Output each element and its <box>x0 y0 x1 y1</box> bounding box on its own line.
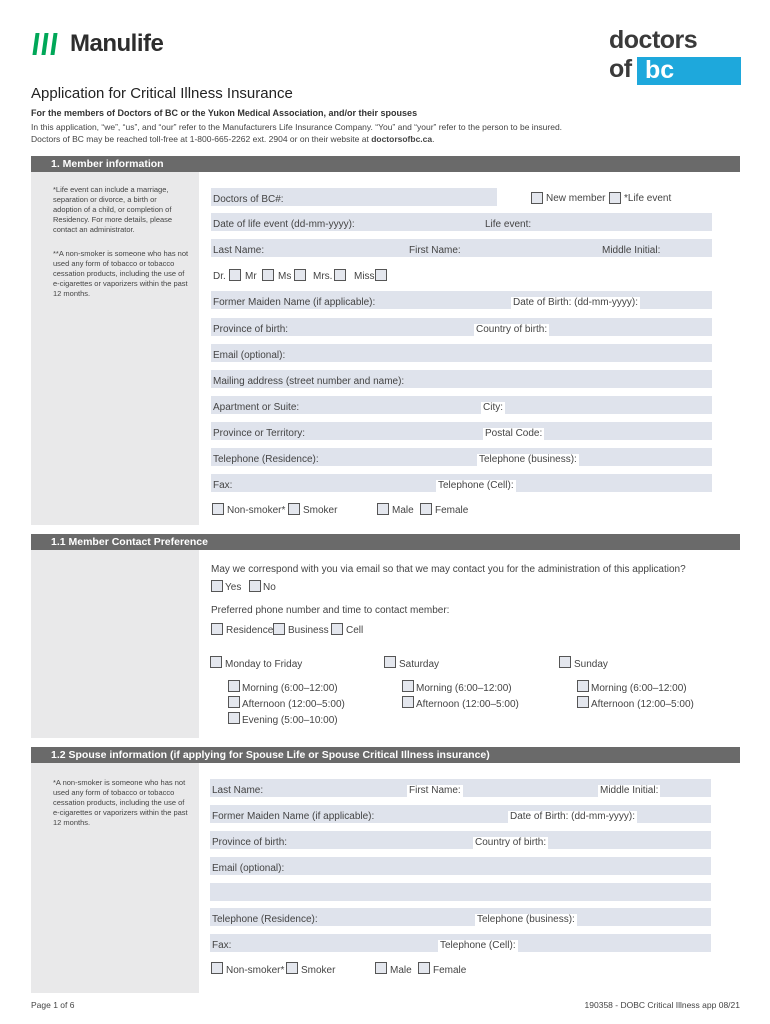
page-subtitle: For the members of Doctors of BC or the Yukon Medical Association, and/or their spouses <box>31 108 418 118</box>
intro-line2 <box>31 134 435 144</box>
title-dr-checkbox[interactable] <box>229 269 241 281</box>
section11-header <box>31 534 740 550</box>
pref-residence-checkbox[interactable] <box>211 623 223 635</box>
monfri-morning-label: Morning (6:00–12:00) <box>242 683 338 694</box>
section1-note-non-smoker: **A non-smoker is someone who has not used any form of tobacco or tobacco cessation products, including the use of e-cigarettes or vaporizers within the past 12 months. <box>53 249 189 298</box>
title-miss-label: Miss <box>354 271 375 282</box>
dob-label: Date of Birth: (dd-mm-yyyy): <box>513 297 639 308</box>
sun-afternoon-checkbox[interactable] <box>577 696 589 708</box>
sunday-checkbox[interactable] <box>559 656 571 668</box>
male-checkbox[interactable] <box>377 503 389 515</box>
monfri-afternoon-checkbox[interactable] <box>228 696 240 708</box>
non-smoker-checkbox[interactable] <box>212 503 224 515</box>
non-smoker-label: Non-smoker* <box>227 505 286 516</box>
fax-label: Fax: <box>213 480 233 491</box>
sat-afternoon-checkbox[interactable] <box>402 696 414 708</box>
spouse-tel-cell-label: Telephone (Cell): <box>440 940 516 951</box>
apt-label: Apartment or Suite: <box>213 402 300 413</box>
pref-business-checkbox[interactable] <box>273 623 285 635</box>
section12-note-non-smoker: *A non-smoker is someone who has not used any form of tobacco or tobacco cessation products, including the use of e-cigarettes or vaporizers within the past 12 months. <box>53 778 188 827</box>
title-ms-label: Ms <box>278 271 292 282</box>
tel-bus-label: Telephone (business): <box>479 454 577 465</box>
city-label: City: <box>483 402 503 413</box>
intro-suffix: . <box>432 134 435 144</box>
dobc-logo-of: of <box>609 55 632 83</box>
mon-fri-checkbox[interactable] <box>210 656 222 668</box>
title-mrs-checkbox[interactable] <box>334 269 346 281</box>
monfri-evening-checkbox[interactable] <box>228 712 240 724</box>
smoker-label: Smoker <box>303 505 338 516</box>
title-mrs-label: Mrs. <box>313 271 333 282</box>
province-label: Province or Territory: <box>213 428 306 439</box>
spouse-email-label: Email (optional): <box>212 863 285 874</box>
section12-header <box>31 747 740 763</box>
spouse-province-birth-label: Province of birth: <box>212 837 288 848</box>
life-event-checkbox-label: *Life event <box>624 193 672 204</box>
last-name-label: Last Name: <box>213 245 265 256</box>
dobc-logo-bc: bc <box>637 57 741 85</box>
title-miss-checkbox[interactable] <box>375 269 387 281</box>
spouse-former-maiden-label: Former Maiden Name (if applicable): <box>212 811 375 822</box>
spouse-email-input[interactable] <box>210 857 711 875</box>
intro-line2-text: Doctors of BC may be reached toll-free at 1-800-665-2262 ext. 2904 or on their website at <box>31 134 372 144</box>
monfri-afternoon-label: Afternoon (12:00–5:00) <box>242 699 345 710</box>
pref-cell-label: Cell <box>346 625 364 636</box>
female-checkbox[interactable] <box>420 503 432 515</box>
section1-note-life-event: *Life event can include a marriage, separation or divorce, a birth or adoption of a child, or completion of Residency. For more details, please contact an administrator. <box>53 185 173 234</box>
doctors-bc-label: Doctors of BC#: <box>213 194 284 205</box>
postal-label: Postal Code: <box>485 428 543 439</box>
pref-residence-label: Residence <box>226 625 274 636</box>
spouse-female-checkbox[interactable] <box>418 962 430 974</box>
middle-initial-label: Middle Initial: <box>602 245 661 256</box>
male-label: Male <box>392 505 414 516</box>
first-name-label: First Name: <box>409 245 461 256</box>
female-label: Female <box>435 505 469 516</box>
monfri-morning-checkbox[interactable] <box>228 680 240 692</box>
spouse-non-smoker-label: Non-smoker* <box>226 965 285 976</box>
spouse-non-smoker-checkbox[interactable] <box>211 962 223 974</box>
email-no-checkbox[interactable] <box>249 580 261 592</box>
sunday-label: Sunday <box>574 659 608 670</box>
tel-cell-label: Telephone (Cell): <box>438 480 514 491</box>
email-yes-checkbox[interactable] <box>211 580 223 592</box>
saturday-checkbox[interactable] <box>384 656 396 668</box>
life-event-checkbox[interactable] <box>609 192 621 204</box>
intro-line1: In this application, “we”, “us”, and “our” refer to the Manufacturers Life Insurance Company. “You” and “your” refer to the person to be insured. <box>31 122 563 132</box>
section12-title: 1.2 Spouse information (if applying for Spouse Life or Spouse Critical Illness insurance) <box>51 749 490 761</box>
title-mr-checkbox[interactable] <box>262 269 274 281</box>
country-birth-label: Country of birth: <box>476 324 548 335</box>
phone-pref-label: Preferred phone number and time to contact member: <box>211 605 450 616</box>
sat-morning-checkbox[interactable] <box>402 680 414 692</box>
life-event-label: Life event: <box>485 219 532 230</box>
page-number: Page 1 of 6 <box>31 1000 75 1010</box>
manulife-logo: Manulife <box>70 30 164 57</box>
province-birth-label: Province of birth: <box>213 324 289 335</box>
new-member-label: New member <box>546 193 606 204</box>
email-yes-label: Yes <box>225 582 242 593</box>
title-dr-label: Dr. <box>213 271 226 282</box>
saturday-label: Saturday <box>399 659 440 670</box>
new-member-checkbox[interactable] <box>531 192 543 204</box>
spouse-first-name-label: First Name: <box>409 785 461 796</box>
former-maiden-label: Former Maiden Name (if applicable): <box>213 297 376 308</box>
spouse-tel-bus-label: Telephone (business): <box>477 914 575 925</box>
title-ms-checkbox[interactable] <box>294 269 306 281</box>
spouse-last-name-label: Last Name: <box>212 785 264 796</box>
spouse-female-label: Female <box>433 965 467 976</box>
mon-fri-label: Monday to Friday <box>225 659 303 670</box>
title-mr-label: Mr <box>245 271 257 282</box>
sun-afternoon-label: Afternoon (12:00–5:00) <box>591 699 694 710</box>
sun-morning-label: Morning (6:00–12:00) <box>591 683 687 694</box>
monfri-evening-label: Evening (5:00–10:00) <box>242 715 338 726</box>
email-label: Email (optional): <box>213 350 286 361</box>
manulife-logo-mark <box>32 33 60 55</box>
spouse-middle-initial-label: Middle Initial: <box>600 785 659 796</box>
spouse-dob-label: Date of Birth: (dd-mm-yyyy): <box>510 811 636 822</box>
spouse-male-checkbox[interactable] <box>375 962 387 974</box>
dobc-logo-line1: doctors <box>609 26 698 54</box>
doctorsofbc-link[interactable]: doctorsofbc.ca <box>371 134 433 144</box>
spouse-fax-label: Fax: <box>212 940 232 951</box>
sun-morning-checkbox[interactable] <box>577 680 589 692</box>
section1-header <box>31 156 740 172</box>
email-consent-question: May we correspond with you via email so that we may contact you for the administration of this application? <box>211 564 686 575</box>
smoker-checkbox[interactable] <box>288 503 300 515</box>
section11-sidebar <box>31 550 199 738</box>
email-input[interactable] <box>211 344 712 362</box>
sat-afternoon-label: Afternoon (12:00–5:00) <box>416 699 519 710</box>
tel-res-label: Telephone (Residence): <box>213 454 319 465</box>
spouse-extra-input[interactable] <box>210 883 711 901</box>
page-title: Application for Critical Illness Insurance <box>31 85 293 102</box>
pref-cell-checkbox[interactable] <box>331 623 343 635</box>
sat-morning-label: Morning (6:00–12:00) <box>416 683 512 694</box>
email-no-label: No <box>263 582 276 593</box>
spouse-smoker-checkbox[interactable] <box>286 962 298 974</box>
date-life-event-label: Date of life event (dd-mm-yyyy): <box>213 219 355 230</box>
section11-title: 1.1 Member Contact Preference <box>51 536 208 548</box>
section1-title: 1. Member information <box>51 158 164 170</box>
spouse-tel-res-label: Telephone (Residence): <box>212 914 318 925</box>
pref-business-label: Business <box>288 625 329 636</box>
mailing-label: Mailing address (street number and name): <box>213 376 405 387</box>
spouse-smoker-label: Smoker <box>301 965 336 976</box>
spouse-male-label: Male <box>390 965 412 976</box>
form-code: 190358 - DOBC Critical Illness app 08/21 <box>584 1000 740 1010</box>
spouse-country-birth-label: Country of birth: <box>475 837 547 848</box>
